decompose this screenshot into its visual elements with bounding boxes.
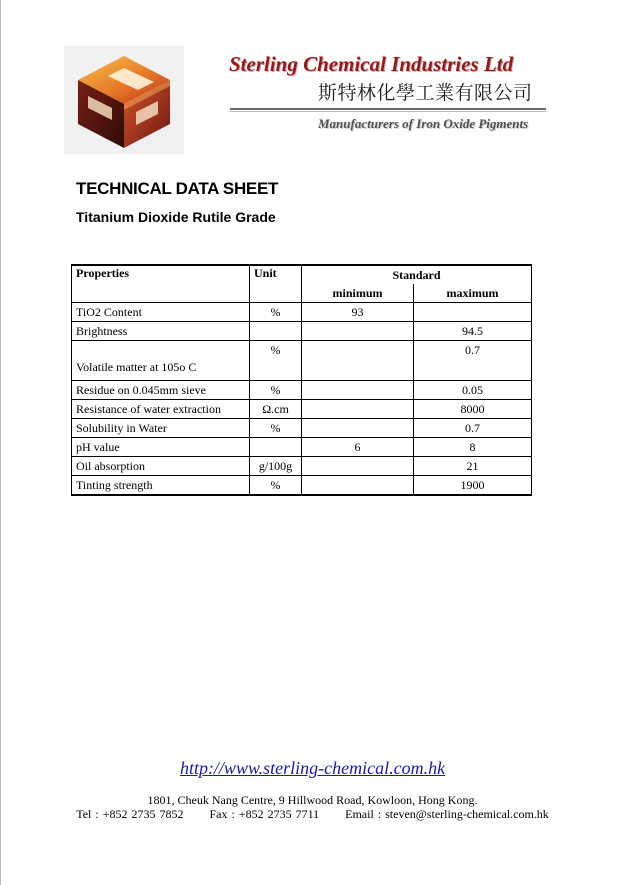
property-minimum <box>302 381 414 400</box>
property-unit: % <box>250 476 302 496</box>
table-row <box>72 303 532 322</box>
table-row <box>72 476 532 496</box>
header-unit: Unit <box>250 265 302 303</box>
header-divider <box>230 108 546 110</box>
property-minimum <box>302 457 414 476</box>
header-divider-shadow <box>230 111 546 112</box>
table-row <box>72 381 532 400</box>
table-row <box>72 322 532 341</box>
company-name-chinese: 斯特林化學工業有限公司 <box>318 82 533 104</box>
property-name: Resistance of water extraction <box>72 400 250 419</box>
property-maximum: 0.7 <box>414 419 532 438</box>
property-unit: % <box>250 341 302 381</box>
table-row <box>72 457 532 476</box>
property-maximum <box>414 303 532 322</box>
header-maximum: maximum <box>414 284 532 303</box>
property-name: Tinting strength <box>72 476 250 496</box>
property-minimum <box>302 322 414 341</box>
property-unit: g/100g <box>250 457 302 476</box>
property-maximum: 8 <box>414 438 532 457</box>
property-name: Residue on 0.045mm sieve <box>72 381 250 400</box>
table-row <box>72 341 532 381</box>
property-minimum <box>302 400 414 419</box>
property-maximum: 1900 <box>414 476 532 496</box>
property-name: Brightness <box>72 322 250 341</box>
property-maximum: 0.7 <box>414 341 532 381</box>
property-unit <box>250 438 302 457</box>
property-name: Volatile matter at 105o C <box>72 341 250 381</box>
company-address: 1801, Cheuk Nang Centre, 9 Hillwood Road, Kowloon, Hong Kong. <box>147 793 478 807</box>
document-subtitle: Titanium Dioxide Rutile Grade <box>76 209 276 225</box>
property-unit: Ω.cm <box>250 400 302 419</box>
properties-table <box>71 264 532 496</box>
property-unit: % <box>250 303 302 322</box>
table-row <box>72 400 532 419</box>
property-name: Solubility in Water <box>72 419 250 438</box>
email-address[interactable]: Email : steven@sterling-chemical.com.hk <box>345 807 549 821</box>
company-tagline: Manufacturers of Iron Oxide Pigments <box>318 116 529 131</box>
document-title: TECHNICAL DATA SHEET <box>76 179 279 198</box>
property-unit: % <box>250 381 302 400</box>
property-minimum: 93 <box>302 303 414 322</box>
fax-number: Fax : +852 2735 7711 <box>209 807 320 821</box>
property-maximum: 0.05 <box>414 381 532 400</box>
page-edge <box>0 0 1 885</box>
table-header-row <box>72 265 532 284</box>
telephone-number: Tel : +852 2735 7852 <box>76 807 184 821</box>
property-name: Oil absorption <box>72 457 250 476</box>
header-properties: Properties <box>72 265 250 303</box>
table-row <box>72 438 532 457</box>
property-minimum <box>302 419 414 438</box>
contact-line <box>0 807 625 822</box>
property-name: TiO2 Content <box>72 303 250 322</box>
header-standard: Standard <box>302 265 532 284</box>
property-unit: % <box>250 419 302 438</box>
property-minimum: 6 <box>302 438 414 457</box>
property-maximum: 8000 <box>414 400 532 419</box>
company-name: Sterling Chemical Industries Ltd <box>229 52 514 76</box>
property-name: pH value <box>72 438 250 457</box>
property-unit <box>250 322 302 341</box>
property-minimum <box>302 476 414 496</box>
header-minimum: minimum <box>302 284 414 303</box>
hexagon-cube-logo-icon <box>72 54 176 150</box>
property-minimum <box>302 341 414 381</box>
company-logo <box>64 46 184 154</box>
table-row <box>72 419 532 438</box>
property-maximum: 21 <box>414 457 532 476</box>
website-link[interactable]: http://www.sterling-chemical.com.hk <box>179 758 446 778</box>
property-maximum: 94.5 <box>414 322 532 341</box>
